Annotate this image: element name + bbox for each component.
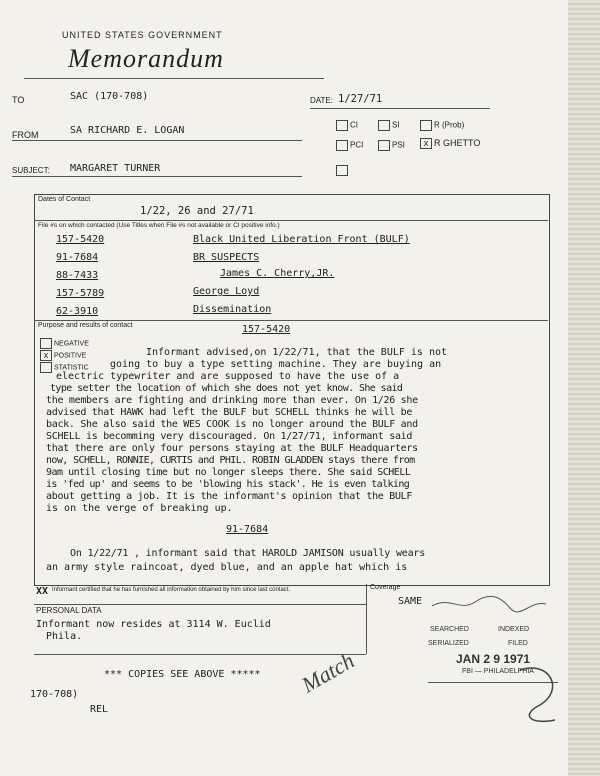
option-positive[interactable]: x POSITIVE	[40, 350, 86, 361]
personal-bottom-rule	[34, 654, 366, 655]
from-rule	[12, 140, 302, 141]
footer-initials: REL	[90, 704, 109, 715]
stamp-filed: FILED	[508, 640, 528, 647]
dates-label: Dates of Contact	[38, 196, 91, 203]
checkbox-r-ghetto[interactable]: x R GHETTO	[420, 138, 480, 149]
agency-header: UNITED STATES GOVERNMENT	[62, 30, 223, 40]
file-number: 157-5789	[56, 288, 105, 299]
footer-file-ref: 170-708)	[30, 689, 79, 700]
handwritten-signature: Match	[297, 647, 359, 698]
from-label: FROM	[12, 130, 39, 140]
stamp-date: JAN 2 9 1971	[456, 652, 531, 666]
from-value: SA RICHARD E. LOGAN	[70, 125, 185, 136]
file-title: Dissemination	[193, 304, 272, 315]
narrative-line: the members are fighting and drinking more than ever. On 1/26 she	[46, 395, 418, 406]
coverage-label: Coverage	[370, 584, 401, 591]
narrative-line: SCHELL is becomming very discouraged. On 1/27/71, informant said	[46, 431, 413, 442]
file-title: George Loyd	[193, 286, 260, 297]
dates-value: 1/22, 26 and 27/71	[140, 205, 254, 217]
date-value: 1/27/71	[338, 93, 383, 105]
section2-ref: 91-7684	[226, 524, 269, 535]
checkbox-ci[interactable]: CI	[336, 120, 358, 131]
stamp-indexed: INDEXED	[498, 626, 530, 633]
narrative-line: back. She also said the WES COOK is no longer around the BULF and	[46, 419, 418, 430]
date-rule	[310, 108, 490, 109]
narrative-line: is on the verge of breaking up.	[46, 503, 233, 514]
subject-label: SUBJECT:	[12, 166, 50, 175]
narrative-line: 9am until closing time but no longer sleeps there. She said SCHELL	[46, 467, 411, 478]
narrative-line: electric typewriter and are supposed to have the use of a	[56, 371, 400, 382]
form-title: Memorandum	[68, 44, 224, 73]
stamp-office: FBI — PHILADELPHIA	[462, 668, 534, 675]
stamp-serialized: SERIALIZED	[428, 640, 469, 647]
personal-line: Informant now resides at 3114 W. Euclid	[36, 619, 271, 630]
to-value: SAC (170-708)	[70, 91, 149, 102]
narrative-line: going to buy a type setting machine. They are buying an	[110, 359, 442, 370]
subject-rule	[12, 176, 302, 177]
certify-text: Informant certified that he has furnished all information obtained by him since last contact.	[52, 587, 291, 593]
coverage-scribble-stroke	[432, 596, 546, 612]
narrative-line: about getting a job. It is the informant's opinion that the BULF	[46, 491, 413, 502]
coverage-divider	[366, 584, 367, 654]
subject-value: MARGARET TURNER	[70, 163, 161, 174]
narrative-line: is 'fed up' and seems to be 'blowing his stack'. He is even talking	[46, 479, 410, 490]
page-edge-texture	[568, 0, 600, 776]
coverage-value: SAME	[398, 596, 423, 607]
stamp-searched: SEARCHED	[430, 626, 469, 633]
narrative-line: now, SCHELL, RONNIE, CURTIS and PHIL. ROBIN GLADDEN stays there from	[46, 455, 415, 466]
personal-line: Phila.	[46, 631, 83, 642]
checkbox-psi[interactable]: PSI	[378, 140, 405, 151]
title-rule	[24, 78, 324, 79]
section2-line: an army style raincoat, dyed blue, and an apple hat which is	[46, 562, 408, 573]
file-number: 91-7684	[56, 252, 99, 263]
to-label: TO	[12, 95, 25, 105]
coverage-scribble	[430, 592, 550, 616]
narrative-line: type setter the location of which she does not yet know. She said	[50, 383, 403, 394]
dates-rule	[34, 220, 548, 221]
section2-line: On 1/22/71 , informant said that HAROLD JAMISON usually wears	[70, 548, 426, 559]
files-label: File #s on which contacted (Use Titles when File #s not available or CI positive info.)	[38, 222, 280, 229]
option-negative[interactable]: NEGATIVE	[40, 338, 89, 349]
purpose-file-ref: 157-5420	[242, 324, 291, 335]
file-number: 88-7433	[56, 270, 99, 281]
checkbox-si[interactable]: SI	[378, 120, 400, 131]
handwritten-scribble	[510, 660, 570, 730]
narrative-line: Informant advised,on 1/22/71, that the BULF is not	[146, 347, 448, 358]
file-number: 157-5420	[56, 234, 105, 245]
option-statistic[interactable]: STATISTIC	[40, 362, 89, 373]
copies-note: *** COPIES SEE ABOVE *****	[104, 669, 261, 680]
purpose-label: Purpose and results of contact	[38, 322, 133, 329]
file-number: 62-3910	[56, 306, 99, 317]
checkbox-blank[interactable]	[336, 160, 350, 179]
file-title: Black United Liberation Front (BULF)	[193, 234, 410, 245]
certify-mark: XX	[36, 586, 49, 597]
checkbox-r-prob[interactable]: R (Prob)	[420, 120, 464, 131]
personal-label: PERSONAL DATA	[36, 606, 102, 615]
purpose-rule	[34, 320, 548, 321]
narrative-line: advised that HAWK had left the BULF but SCHELL thinks he will be	[46, 407, 413, 418]
handwritten-scribble-stroke	[520, 668, 555, 721]
file-title: BR SUSPECTS	[193, 252, 260, 263]
narrative-line: that there are only four persons staying at the BULF Headquarters	[46, 443, 418, 454]
personal-rule	[34, 604, 366, 605]
checkbox-pci[interactable]: PCI	[336, 140, 363, 151]
file-title: James C. Cherry,JR.	[220, 268, 335, 279]
date-label: DATE:	[310, 96, 333, 105]
